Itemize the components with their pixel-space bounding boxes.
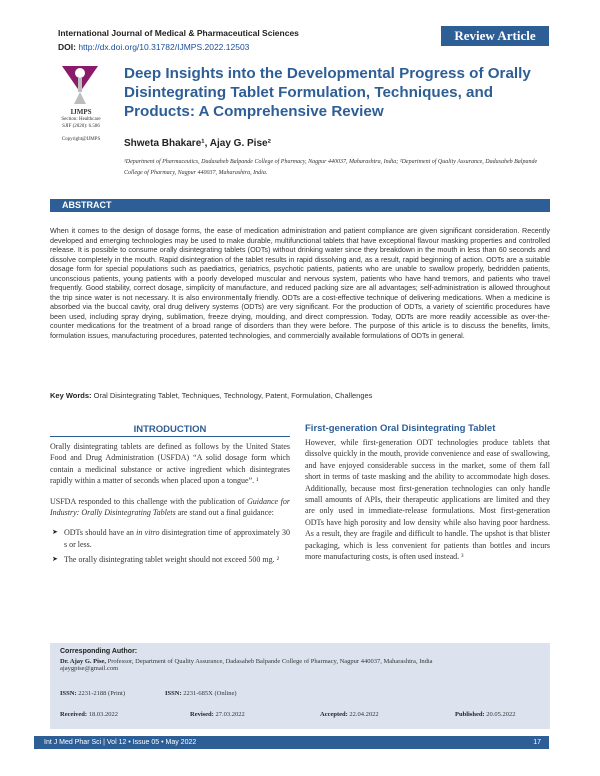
keywords-list: Oral Disintegrating Tablet, Techniques, Technology, Patent, Formulation, Challenges — [93, 391, 373, 400]
doi-link[interactable]: http://dx.doi.org/10.31782/IJMPS.2022.12503 — [78, 42, 250, 52]
published-value: 20.05.2022 — [486, 711, 516, 718]
doi-line — [58, 42, 249, 52]
published-date — [455, 711, 516, 718]
intro-paragraph-1: Orally disintegrating tablets are defined as follows by the United States Food and Drug Administration (USFDA) “A solid dosage form which contain a medicinal substance or active ingredient which disintegrates rapidly within a matter of seconds when placed upon a tongue”. ¹ — [50, 442, 290, 486]
revised-value: 27.03.2022 — [215, 711, 245, 718]
arrow-bullet-icon: ➤ — [52, 528, 58, 537]
logo-copyright: Copyright@IJMPS — [61, 137, 101, 142]
revised-date — [190, 711, 245, 718]
footer-citation: Int J Med Phar Sci | Vol 12 • Issue 05 • May 2022 — [44, 739, 197, 746]
revised-label: Revised: — [190, 711, 214, 718]
logo-section: Section: Healthcare — [61, 117, 101, 122]
intro-p2-start: USFDA responded to this challenge with the publication of — [50, 496, 247, 506]
received-label: Received: — [60, 711, 88, 718]
issn-print-value: 2231-2188 (Print) — [78, 690, 126, 697]
corresponding-name: Dr. Ajay G. Pise, — [60, 658, 106, 665]
introduction-column — [50, 441, 290, 570]
author-list: Shweta Bhakare¹, Ajay G. Pise² — [124, 138, 271, 149]
corresponding-author-box — [50, 643, 550, 729]
bullet1-end: disintegration time of approximately 30 s or less. — [64, 528, 290, 549]
accepted-date — [320, 711, 379, 718]
abstract-text: When it comes to the design of dosage forms, the ease of medication administration and patient compliance are given significant consideration. Recently developed and emerging technologies may be used to make durable, multifunctional tablets that have exceptional flavour masking properties and controlled release. It is possible to consume orally disintegrating tablets (ODTs) without drinking water since they breakdown in the mouth in less than 60 seconds and dissolve completely in the mouth. Rapid disintegration of the tablet results in rapid dissolving and, as a result, rapid beginning of action. ODTs are a suitable dosage form for special populations such as paediatrics, geriatrics, psychotic patients, patients who are unable to swallow properly, bedridden patients, unconscious patients, young patients with a poorly developed muscular and nervous system, patients who have hand tremors, and patients who travel frequently. Good stability, correct dosage, simplicity of manufacture, and reduced packing size are all advantages; self-administration is allowed throughout the trip since water is not necessary. It is also environmentally friendly. ODTs are a cost-effective technique of delivering medications. When a medicine is absorbed via the buccal cavity, oral drug delivery systems (ODTs) are very significant. For the production of ODTs, a variety of scientific procedures have been used, including spray drying, sublimation, freeze drying, moulding, and direct compression. Today, ODTs are more readily accessible as over-the-counter medications for the treatment of a broad range of disorders than they were before. The purpose of this article is to discuss the benefits, limits, formulation issues, manufacturing procedures, patented technologies, and commercially available formulations of ODTs in general. — [50, 226, 550, 340]
introduction-underline — [50, 436, 290, 437]
bullet1-italic: in vitro — [136, 528, 160, 538]
issn-print-label: ISSN: — [60, 690, 77, 697]
intro-paragraph-2 — [50, 496, 290, 519]
intro-p2-end: are stand out a final guidance: — [175, 508, 274, 518]
intro-p2-guidance-title: Guidance for Industry: Orally Disintegrating Tablets — [50, 496, 291, 518]
first-generation-heading: First-generation Oral Disintegrating Tablet — [305, 423, 496, 434]
logo-name: IJMPS — [70, 108, 92, 116]
journal-logo — [58, 64, 104, 143]
received-date — [60, 711, 118, 718]
journal-name: International Journal of Medical & Pharmaceutical Sciences — [58, 28, 299, 38]
received-value: 18.03.2022 — [88, 711, 118, 718]
article-type-badge: Review Article — [441, 26, 549, 46]
issn-print — [60, 690, 125, 697]
arrow-bullet-icon: ➤ — [52, 555, 58, 564]
list-item — [50, 527, 290, 550]
author-affiliations: ¹Department of Pharmaceutics, Dadasaheb Balpande College of Pharmacy, Nagpur 440037, Maharashtra, India; ²Department of Quality Assurance, Dadasaheb Balpande College of Pharmacy, Nagpur 440037, Maharashtra, India. — [124, 159, 538, 176]
published-label: Published: — [455, 711, 485, 718]
abstract-heading: ABSTRACT — [50, 199, 550, 212]
keywords — [50, 391, 550, 400]
corresponding-details — [60, 658, 540, 665]
accepted-label: Accepted: — [320, 711, 348, 718]
introduction-heading: INTRODUCTION — [133, 424, 207, 435]
logo-sjif: SJIF (2020): 6.586 — [62, 124, 100, 129]
accepted-value: 22.04.2022 — [349, 711, 379, 718]
page-footer — [34, 736, 549, 749]
article-title: Deep Insights into the Developmental Progress of Orally Disintegrating Tablet Formulation, Techniques, and Products: A Comprehensive Review — [124, 65, 531, 120]
issn-online-value: 2231-685X (Online) — [183, 690, 237, 697]
issn-online-label: ISSN: — [165, 690, 182, 697]
corresponding-email[interactable]: ajaygpise@gmail.com — [60, 665, 119, 672]
list-item — [50, 554, 290, 565]
bullet2-text: The orally disintegrating tablet weight should not exceed 500 mg. ² — [64, 555, 280, 565]
bullet1-start: ODTs should have an — [64, 528, 137, 538]
keywords-label: Key Words: — [50, 391, 92, 400]
first-generation-text: However, while first-generation ODT technologies produce tablets that dissolve quickly in the mouth, provide convenience and ease of swallowing, and have enjoyed considerable success in the market, some of them fall short in terms of taste masking and the ability to accommodate high doses. Additionally, because most first-generation technologies can only handle small amounts of APIs, their therapeutic applications are limited and they are only used in immediate-release formulations. Most first-generation ODTs have high porosity and low density while also having poor hardness. As a result, they are fragile and difficult to handle. The upshot is that blister packaging, which is less convenient for patients than bottles and incurs more manufacturing costs, is often used instead. ³ — [305, 438, 550, 562]
issn-online — [165, 690, 237, 697]
ijmps-logo-icon — [60, 64, 100, 108]
doi-label: DOI: — [58, 42, 76, 52]
page-number: 17 — [533, 739, 541, 746]
corresponding-affiliation: Professor, Department of Quality Assurance, Dadasaheb Balpande College of Pharmacy, Nagpur 440037, Maharashtra, India — [105, 658, 433, 665]
corresponding-heading: Corresponding Author: — [60, 648, 138, 655]
